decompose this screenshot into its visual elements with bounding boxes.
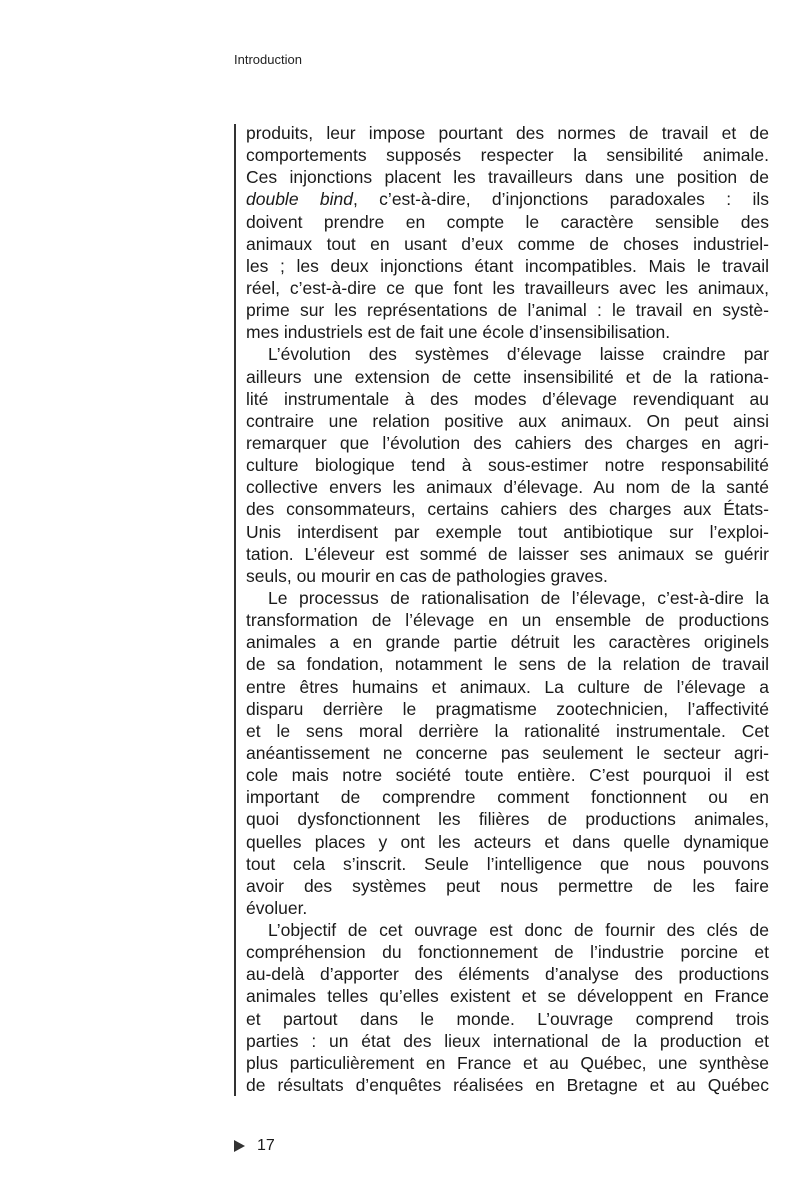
text-line: [246, 919, 769, 941]
text-line: [246, 410, 769, 432]
line-text: mes industriels est de fait une école d’insensibilisation.: [246, 322, 671, 343]
text-line: [246, 498, 769, 520]
text-line: [246, 255, 769, 277]
line-text: transformation de l’élevage en un ensemble de productions: [246, 610, 769, 631]
line-text: comportements supposés respecter la sensibilité animale.: [246, 145, 769, 166]
text-line: [246, 476, 769, 498]
running-head: Introduction: [234, 52, 302, 67]
line-text: Unis interdisent par exemple tout antibiotique sur l’exploi-: [246, 521, 769, 542]
line-text: tout cela s’inscrit. Seule l’intelligence que nous pouvons: [246, 853, 769, 874]
line-text: Ces injonctions placent les travailleurs dans une position de: [246, 167, 769, 188]
line-text: culture biologique tend à sous-estimer notre responsabilité: [246, 455, 769, 476]
line-text: animaux tout en usant d’eux comme de choses industriel-: [246, 233, 769, 254]
line-text: plus particulièrement en France et au Québec, une synthèse: [246, 1052, 769, 1073]
line-text: animales telles qu’elles existent et se développent en France: [246, 986, 769, 1007]
line-text: seuls, ou mourir en cas de pathologies graves.: [246, 565, 608, 586]
line-text: anéantissement ne concerne pas seulement le secteur agri-: [246, 742, 769, 763]
text-line: [246, 653, 769, 675]
line-text: important de comprendre comment fonctionnent ou en: [246, 787, 769, 808]
line-text: et partout dans le monde. L’ouvrage comprend trois: [246, 1008, 769, 1029]
line-text: tation. L’éleveur est sommé de laisser ses animaux se guérir: [246, 543, 769, 564]
text-line: [246, 742, 769, 764]
line-text: cole mais notre société toute entière. C’est pourquoi il est: [246, 765, 769, 786]
text-line: [246, 321, 769, 343]
text-line: [246, 521, 769, 543]
text-line: [246, 543, 769, 565]
text-line: [246, 985, 769, 1007]
triangle-marker-icon: [234, 1140, 245, 1152]
line-text: Le processus de rationalisation de l’élevage, c’est-à-dire la: [268, 587, 769, 608]
line-text: , c’est-à-dire, d’injonctions paradoxales : ils: [352, 189, 769, 210]
line-text: contraire une relation positive aux animaux. On peut ainsi: [246, 410, 769, 431]
text-line: [246, 1052, 769, 1074]
line-text: ailleurs une extension de cette insensibilité et de la rationa-: [246, 366, 769, 387]
line-text: les ; les deux injonctions étant incompatibles. Mais le travail: [246, 255, 769, 276]
text-line: [246, 720, 769, 742]
line-text: parties : un état des lieux international de la production et: [246, 1030, 769, 1051]
line-text: quoi dysfonctionnent les filières de productions animales,: [246, 809, 769, 830]
folio: [234, 1137, 275, 1155]
line-text: entre êtres humains et animaux. La culture de l’élevage a: [246, 676, 769, 697]
line-text: avoir des systèmes peut nous permettre de les faire: [246, 875, 769, 896]
text-line: [246, 211, 769, 233]
text-line: [246, 897, 769, 919]
line-text: quelles places y ont les acteurs et dans quelle dynamique: [246, 831, 769, 852]
text-line: [246, 122, 769, 144]
line-text: de sa fondation, notamment le sens de la relation de travail: [246, 654, 769, 675]
text-line: [246, 676, 769, 698]
text-line: [246, 388, 769, 410]
text-line: [246, 454, 769, 476]
page-number: 17: [257, 1137, 275, 1154]
line-text: L’objectif de cet ouvrage est donc de fournir des clés de: [268, 920, 769, 941]
line-text: animales a en grande partie détruit les caractères originels: [246, 632, 769, 653]
text-line: [246, 432, 769, 454]
line-text: collective envers les animaux d’élevage. Au nom de la santé: [246, 477, 769, 498]
text-line: [246, 277, 769, 299]
text-line: [246, 366, 769, 388]
line-text: et le sens moral derrière la rationalité instrumentale. Cet: [246, 720, 769, 741]
text-line: [246, 831, 769, 853]
line-text: des consommateurs, certains cahiers des charges aux États-: [246, 499, 769, 520]
line-text: remarquer que l’évolution des cahiers des charges en agri-: [246, 432, 769, 453]
line-text: de résultats d’enquêtes réalisées en Bretagne et au Québec: [246, 1075, 769, 1096]
line-text: réel, c’est-à-dire ce que font les travailleurs avec les animaux,: [246, 277, 769, 298]
line-text: disparu derrière le pragmatisme zootechnicien, l’affectivité: [246, 698, 769, 719]
line-text: doivent prendre en compte le caractère sensible des: [246, 211, 769, 232]
text-line: [246, 233, 769, 255]
line-text: compréhension du fonctionnement de l’industrie porcine et: [246, 942, 769, 963]
text-line: [246, 565, 769, 587]
text-line: [246, 698, 769, 720]
text-line: [246, 875, 769, 897]
text-line: [246, 1074, 769, 1096]
body-text: [246, 122, 769, 1096]
italic-term: double bind: [246, 189, 353, 210]
line-text: évoluer.: [246, 897, 308, 918]
text-line: [246, 764, 769, 786]
text-line: [246, 299, 769, 321]
text-line: [246, 786, 769, 808]
text-line: [246, 853, 769, 875]
text-line: [246, 609, 769, 631]
text-line: [246, 808, 769, 830]
text-line: [246, 343, 769, 365]
line-text: au-delà d’apporter des éléments d’analyse des productions: [246, 964, 769, 985]
line-text: produits, leur impose pourtant des normes de travail et de: [246, 123, 769, 143]
text-line: [246, 941, 769, 963]
line-text: L’évolution des systèmes d’élevage laisse craindre par: [268, 344, 769, 365]
text-line: [246, 144, 769, 166]
text-line: [246, 188, 769, 210]
text-line: [246, 587, 769, 609]
text-line: [246, 1008, 769, 1030]
text-line: [246, 631, 769, 653]
margin-rule: [234, 124, 236, 1096]
line-text: prime sur les représentations de l’animal : le travail en systè-: [246, 300, 769, 321]
text-line: [246, 963, 769, 985]
text-line: [246, 1030, 769, 1052]
line-text: lité instrumentale à des modes d’élevage revendiquant au: [246, 388, 769, 409]
text-line: [246, 166, 769, 188]
